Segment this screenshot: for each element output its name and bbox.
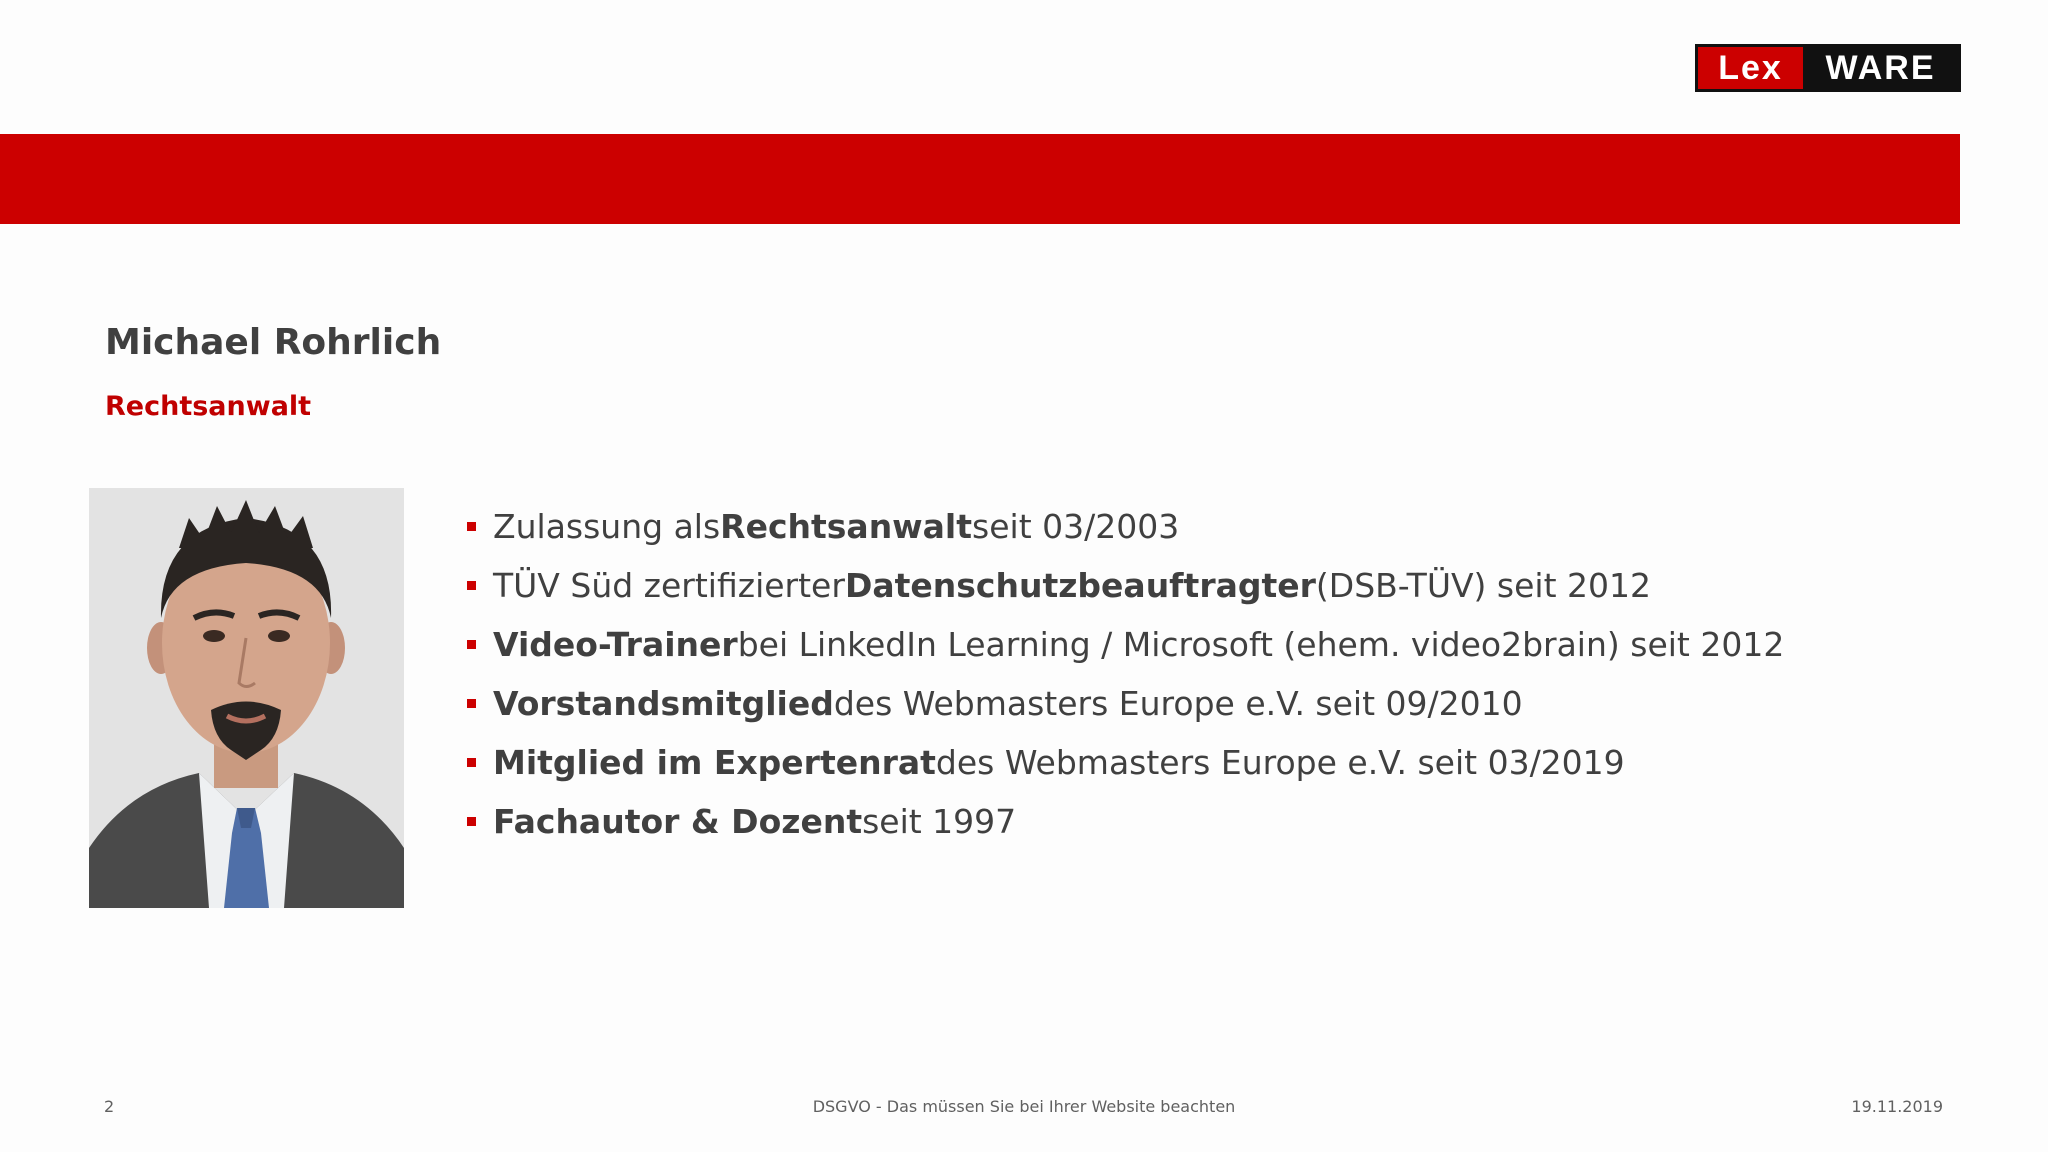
bullet-text-bold: Rechtsanwalt xyxy=(720,507,973,546)
list-item xyxy=(465,556,1784,615)
bullet-text-regular: des Webmasters Europe e.V. seit 03/2019 xyxy=(935,743,1625,782)
bullet-text-bold: Datenschutzbeauftragter xyxy=(844,566,1316,605)
bullet-text-regular: seit 1997 xyxy=(862,802,1017,841)
list-item xyxy=(465,497,1784,556)
bullet-text-bold: Mitglied im Expertenrat xyxy=(493,743,936,782)
bullet-text-bold: Fachautor & Dozent xyxy=(493,802,863,841)
logo-lex-part: Lex xyxy=(1698,47,1803,89)
speaker-name: Michael Rohrlich xyxy=(105,322,442,363)
speaker-title: Rechtsanwalt xyxy=(105,391,312,422)
presentation-title: DSGVO - Das müssen Sie bei Ihrer Website beachten xyxy=(812,1097,1236,1116)
bullet-text-regular: (DSB-TÜV) seit 2012 xyxy=(1315,566,1651,605)
bullet-square-icon xyxy=(467,640,476,649)
slide-date: 19.11.2019 xyxy=(1851,1097,1943,1116)
bullet-square-icon xyxy=(467,699,476,708)
bullet-text-bold: Video-Trainer xyxy=(493,625,738,664)
lexware-logo xyxy=(1695,44,1961,92)
speaker-portrait-photo xyxy=(89,488,404,908)
credentials-list xyxy=(465,497,1784,851)
bullet-text-regular: seit 03/2003 xyxy=(972,507,1180,546)
bullet-text-bold: Vorstandsmitglied xyxy=(493,684,834,723)
logo-ware-part: WARE xyxy=(1825,48,1936,87)
list-item xyxy=(465,733,1784,792)
list-item xyxy=(465,792,1784,851)
bullet-text-regular: des Webmasters Europe e.V. seit 09/2010 xyxy=(833,684,1523,723)
bullet-text-regular: Zulassung als xyxy=(493,507,721,546)
bullet-square-icon xyxy=(467,817,476,826)
bullet-text-regular: TÜV Süd zertifizierter xyxy=(493,566,845,605)
header-red-band xyxy=(0,134,1960,224)
list-item xyxy=(465,674,1784,733)
list-item xyxy=(465,615,1784,674)
bullet-square-icon xyxy=(467,581,476,590)
bullet-square-icon xyxy=(467,522,476,531)
bullet-square-icon xyxy=(467,758,476,767)
slide-page-number: 2 xyxy=(104,1097,115,1116)
bullet-text-regular: bei LinkedIn Learning / Microsoft (ehem. video2brain) seit 2012 xyxy=(737,625,1785,664)
